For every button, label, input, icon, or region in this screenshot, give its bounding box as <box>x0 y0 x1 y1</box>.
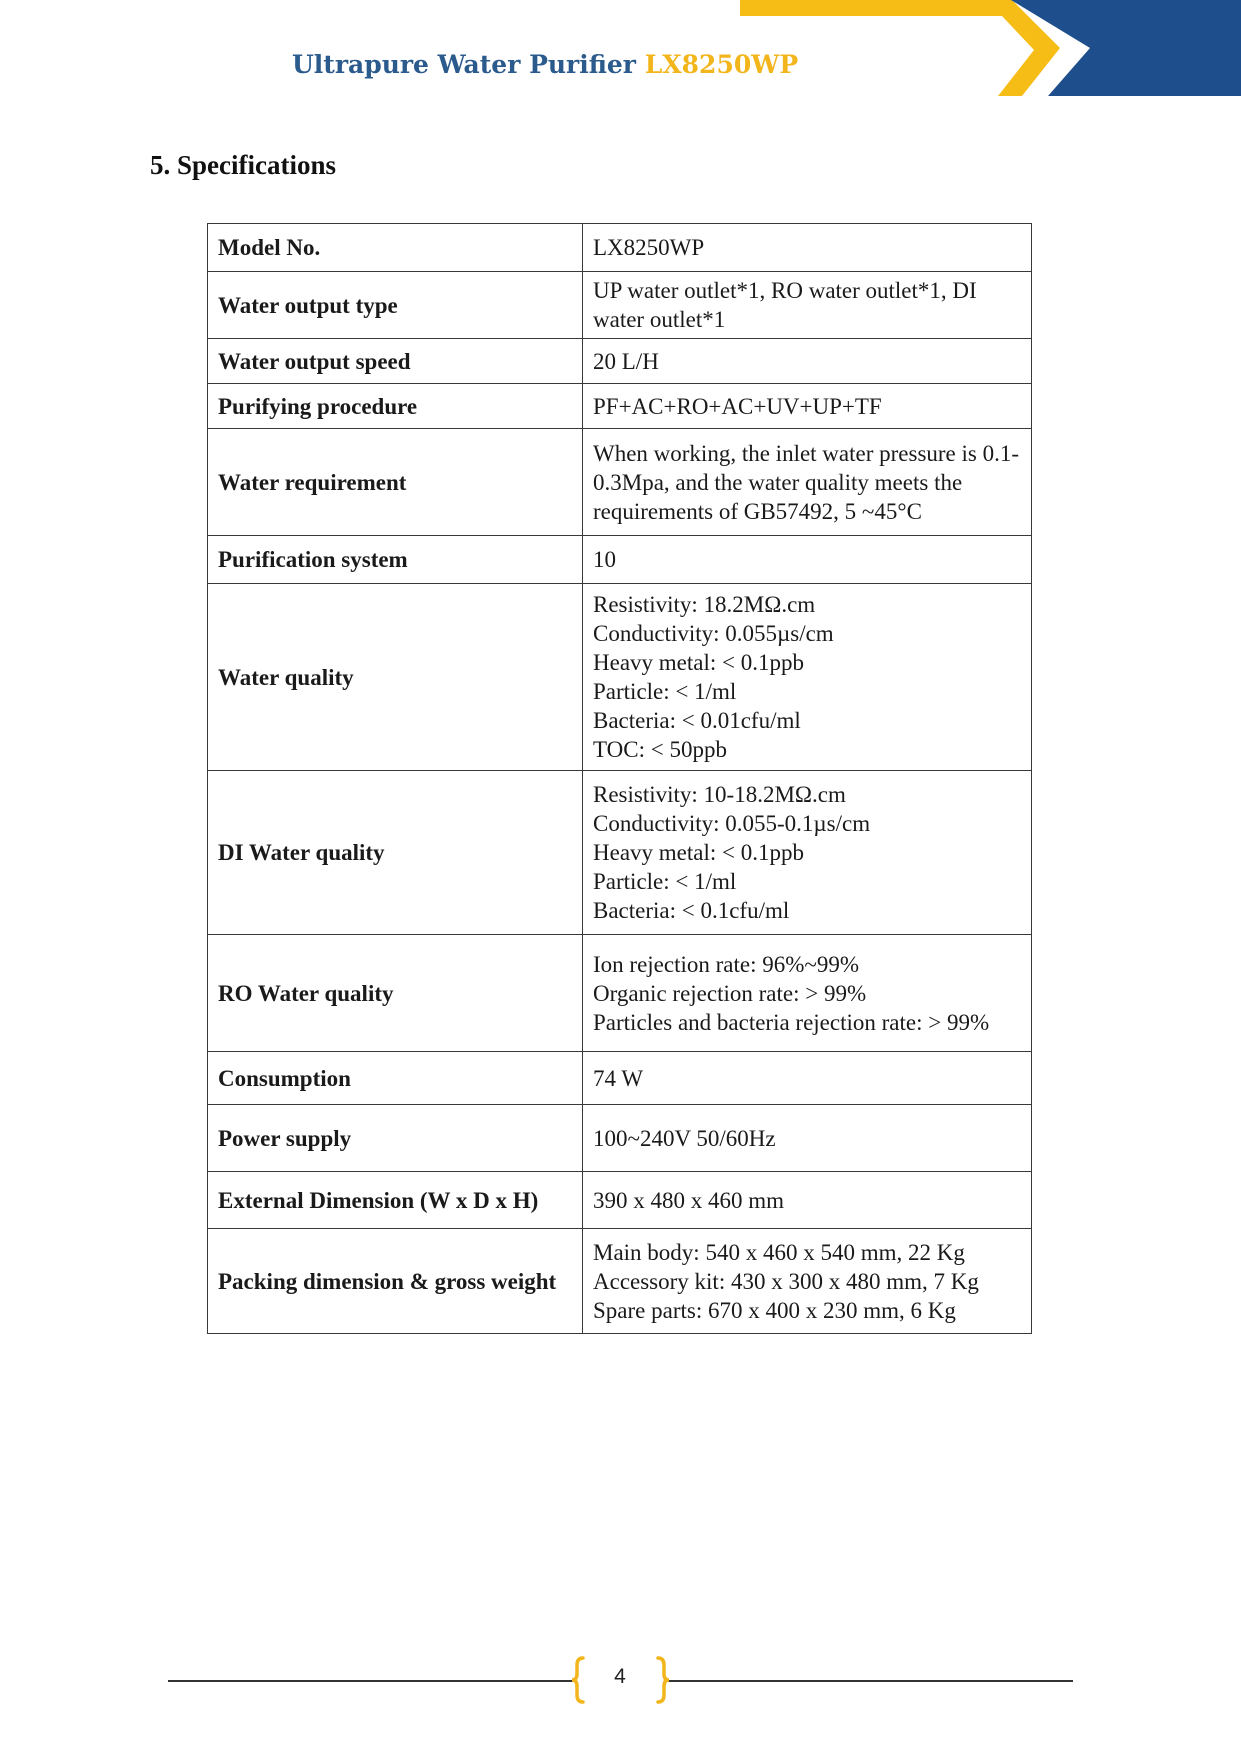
header-title-model: LX8250WP <box>644 50 799 79</box>
spec-value: 20 L/H <box>583 339 1032 384</box>
left-bracket-icon <box>570 1655 586 1705</box>
spec-value: Ion rejection rate: 96%~99% Organic rejection rate: > 99% Particles and bacteria rejection rate: > 99% <box>583 935 1032 1052</box>
spec-label: Purification system <box>208 536 583 584</box>
footer-rule-right <box>666 1680 1073 1682</box>
table-row <box>208 584 1032 771</box>
section-heading: 5. Specifications <box>150 150 336 180</box>
right-bracket-icon <box>655 1655 671 1705</box>
header-logo-graphic <box>740 0 1241 96</box>
spec-label: Packing dimension & gross weight <box>208 1229 583 1334</box>
spec-label: RO Water quality <box>208 935 583 1052</box>
spec-value: PF+AC+RO+AC+UV+UP+TF <box>583 384 1032 429</box>
spec-value: 10 <box>583 536 1032 584</box>
table-row <box>208 272 1032 339</box>
table-row <box>208 1052 1032 1105</box>
table-row <box>208 224 1032 272</box>
spec-value: Resistivity: 18.2MΩ.cm Conductivity: 0.055µs/cm Heavy metal: < 0.1ppb Particle: < 1/ml Bacteria: < 0.01cfu/ml TOC: < 50ppb <box>583 584 1032 771</box>
spec-label: Purifying procedure <box>208 384 583 429</box>
spec-label: Power supply <box>208 1105 583 1172</box>
header-gold-band <box>740 0 1060 96</box>
spec-label: Water requirement <box>208 429 583 536</box>
spec-value: 100~240V 50/60Hz <box>583 1105 1032 1172</box>
spec-label: Water output speed <box>208 339 583 384</box>
table-row <box>208 1229 1032 1334</box>
spec-label: External Dimension (W x D x H) <box>208 1172 583 1229</box>
table-row <box>208 1105 1032 1172</box>
spec-value: UP water outlet*1, RO water outlet*1, DI water outlet*1 <box>583 272 1032 339</box>
footer-rule-left <box>168 1680 575 1682</box>
spec-label: DI Water quality <box>208 771 583 935</box>
spec-label: Consumption <box>208 1052 583 1105</box>
spec-label: Water quality <box>208 584 583 771</box>
spec-label: Water output type <box>208 272 583 339</box>
spec-value: 390 x 480 x 460 mm <box>583 1172 1032 1229</box>
spec-value: 74 W <box>583 1052 1032 1105</box>
table-row <box>208 1172 1032 1229</box>
spec-value: When working, the inlet water pressure is 0.1-0.3Mpa, and the water quality meets the requirements of GB57492, 5 ~45°C <box>583 429 1032 536</box>
header-title <box>292 50 798 79</box>
spec-value: LX8250WP <box>583 224 1032 272</box>
table-row <box>208 429 1032 536</box>
table-row <box>208 536 1032 584</box>
header-title-main: Ultrapure Water Purifier <box>292 50 645 79</box>
specifications-table <box>207 223 1032 1334</box>
table-row <box>208 384 1032 429</box>
page-number: 4 <box>614 1665 626 1688</box>
table-row <box>208 771 1032 935</box>
spec-label: Model No. <box>208 224 583 272</box>
spec-value: Main body: 540 x 460 x 540 mm, 22 Kg Accessory kit: 430 x 300 x 480 mm, 7 Kg Spare parts: 670 x 400 x 230 mm, 6 Kg <box>583 1229 1032 1334</box>
spec-value: Resistivity: 10-18.2MΩ.cm Conductivity: 0.055-0.1µs/cm Heavy metal: < 0.1ppb Particle: < 1/ml Bacteria: < 0.1cfu/ml <box>583 771 1032 935</box>
table-row <box>208 935 1032 1052</box>
table-row <box>208 339 1032 384</box>
